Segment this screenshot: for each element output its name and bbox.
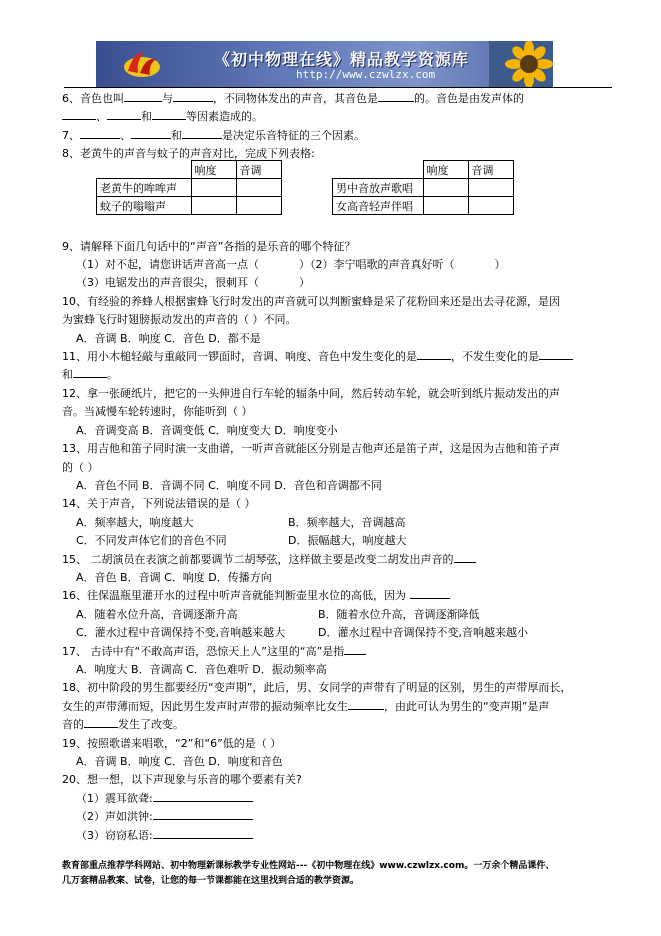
question-13: 13、用吉他和笛子同时演一支曲谱，一听声音就能区分别是吉他声还是笛子声，这是因为吉他和笛子声 [62,442,560,456]
table-header: 音调 [236,161,281,179]
banner-url: http://www.czwlzx.com [296,68,436,81]
table-cell: 老黄牛的哞哞声 [97,179,192,197]
question-14-ab: A．频率越大，响度越大 B．频率越大，音调越高 [76,515,406,529]
logo-icon [122,47,162,81]
question-16-cd: C．灌水过程中音调保持不变,音响越来越大 D．灌水过程中音调保持不变,音响越来越小 [76,626,528,640]
table-row [97,179,282,197]
question-11-cont: 和 。 [62,368,118,382]
sunflower-icon [489,41,553,87]
table-cell [468,197,513,215]
table-cell [191,197,236,215]
table-header: 响度 [423,161,468,179]
question-7: 7、 、 和 是决定乐音特征的三个因素。 [62,128,365,142]
header-banner [96,41,553,87]
table-cell [423,197,468,215]
question-17-options: A．响度大 B．音调高 C．音色难听 D．振动频率高 [76,662,327,676]
table-cell: 蚊子的嗡嗡声 [97,197,192,215]
table-header: 音调 [468,161,513,179]
question-16-ab: A．随着水位升高，音调逐渐升高 B．随着水位升高，音调逐渐降低 [76,607,480,621]
table-cell [423,179,468,197]
question-15-options: A．音色 B．音调 C．响度 D．传播方向 [76,570,272,584]
table-animals [96,160,282,215]
question-6-cont: 、 和 等因素造成的。 [62,108,614,126]
table-row [97,161,282,179]
banner-title: 《初中物理在线》精品教学资源库 [214,50,470,69]
question-20-1: （1）震耳欲聋: [62,790,614,808]
question-18: 18、初中阶段的男生都要经历“变声期”，此后，男、女同学的声带有了明显的区别，男生的声带厚而长， [62,681,572,695]
question-15: 15、 二胡演员在表演之前都要调节二胡琴弦，这样做主要是改变二胡发出声音的 [62,551,614,569]
question-14-cd: C．不同发声体它们的音色不同 D．振幅越大，响度越大 [76,534,407,548]
question-9: 9、请解释下面几句话中的“声音”各指的是乐音的哪个特征？ [62,239,356,253]
question-19-options: A．音调 B．响度 C．音色 D．响度和音色 [76,755,283,768]
question-10-options: A．音调 B．响度 C．音色 D．都不是 [76,331,261,345]
table-row [333,161,514,179]
table-cell [236,197,281,215]
question-20-2: （2）声如洪钟: [62,808,614,826]
question-9-1: （1）对不起，请您讲话声音高一点（ ）（2）李宁唱歌的声音真好听（ ） [76,258,506,272]
question-17: 17、 古诗中有“不敢高声语，恐惊天上人”这里的“高”是指 [62,643,614,661]
table-row [333,179,514,197]
question-12-options: A．音调变高 B．音调变低 C．响度变大 D．响度变小 [76,423,338,437]
question-9-3: （3）电锯发出的声音很尖，很刺耳（ ） [76,276,310,290]
table-cell [468,179,513,197]
table-cell [236,179,281,197]
question-8: 8、老黄牛的声音与蚊子的声音对比，完成下列表格: [62,147,315,161]
question-20-3: （3）窃窃私语: [62,827,614,845]
question-12: 12、拿一张硬纸片，把它的一头伸进自行车轮的辐条中间，然后转动车轮，就会听到纸片振动发出的声 [62,386,560,400]
question-18-cont: 女生的声带薄而短，因此男生发声时声带的振动频率比女生 ，由此可认为男生的“变声期”是声 [62,699,550,713]
table-cell [191,179,236,197]
question-14: 14、关于声音，下列说法错误的是（ ） [62,497,256,511]
table-row [333,197,514,215]
question-16: 16、往保温瓶里灌开水的过程中听声音就能判断壶里水位的高低，因为 [62,587,614,605]
question-6: 6、音色也叫 与 ，不同物体发出的声音，其音色是 的。音色是由发声体的 [62,92,524,105]
table-singers [332,160,514,215]
footer-line-1: 教育部重点推荐学科网站、初中物理新课标教学专业性网站---《初中物理在线》www.czwlzx.com。一万余个精品课件、 [62,861,555,871]
footer-line-2: 几万套精品教案、试卷，让您的每一节课都能在这里找到合适的教学资源。 [62,876,360,886]
table-cell [97,161,192,179]
table-row [97,197,282,215]
page-footer [62,859,614,889]
table-cell: 女高音轻声伴唱 [333,197,424,215]
table-header: 响度 [191,161,236,179]
question-13-cont: 的（ ） [62,460,99,474]
header-rule [64,87,612,88]
table-cell [333,161,424,179]
question-11: 11、用小木槌轻敲与重敲同一锣面时，音调、响度、音色中发生变化的是 ，不发生变化的是 [62,348,614,366]
table-cell: 男中音放声歌唱 [333,179,424,197]
question-20: 20、想一想，以下声现象与乐音的哪个要素有关? [62,773,302,787]
question-10-cont: 为蜜蜂飞行时翅膀振动发出的声音的（ ）不同。 [62,313,297,327]
question-12-cont: 音。当减慢车轮转速时，你能听到（ ） [62,405,253,419]
question-10: 10、有经验的养蜂人根据蜜蜂飞行时发出的声音就可以判断蜜蜂是采了花粉回来还是出去寻花源，是因 [62,294,560,308]
question-13-options: A．音色不同 B．音调不同 C．响度不同 D．音色和音调都不同 [76,478,382,492]
question-18-end: 音的 发生了改变。 [62,718,184,732]
question-19: 19、按照歌谱来唱歌，“2”和“6”低的是（ ） [62,736,282,750]
